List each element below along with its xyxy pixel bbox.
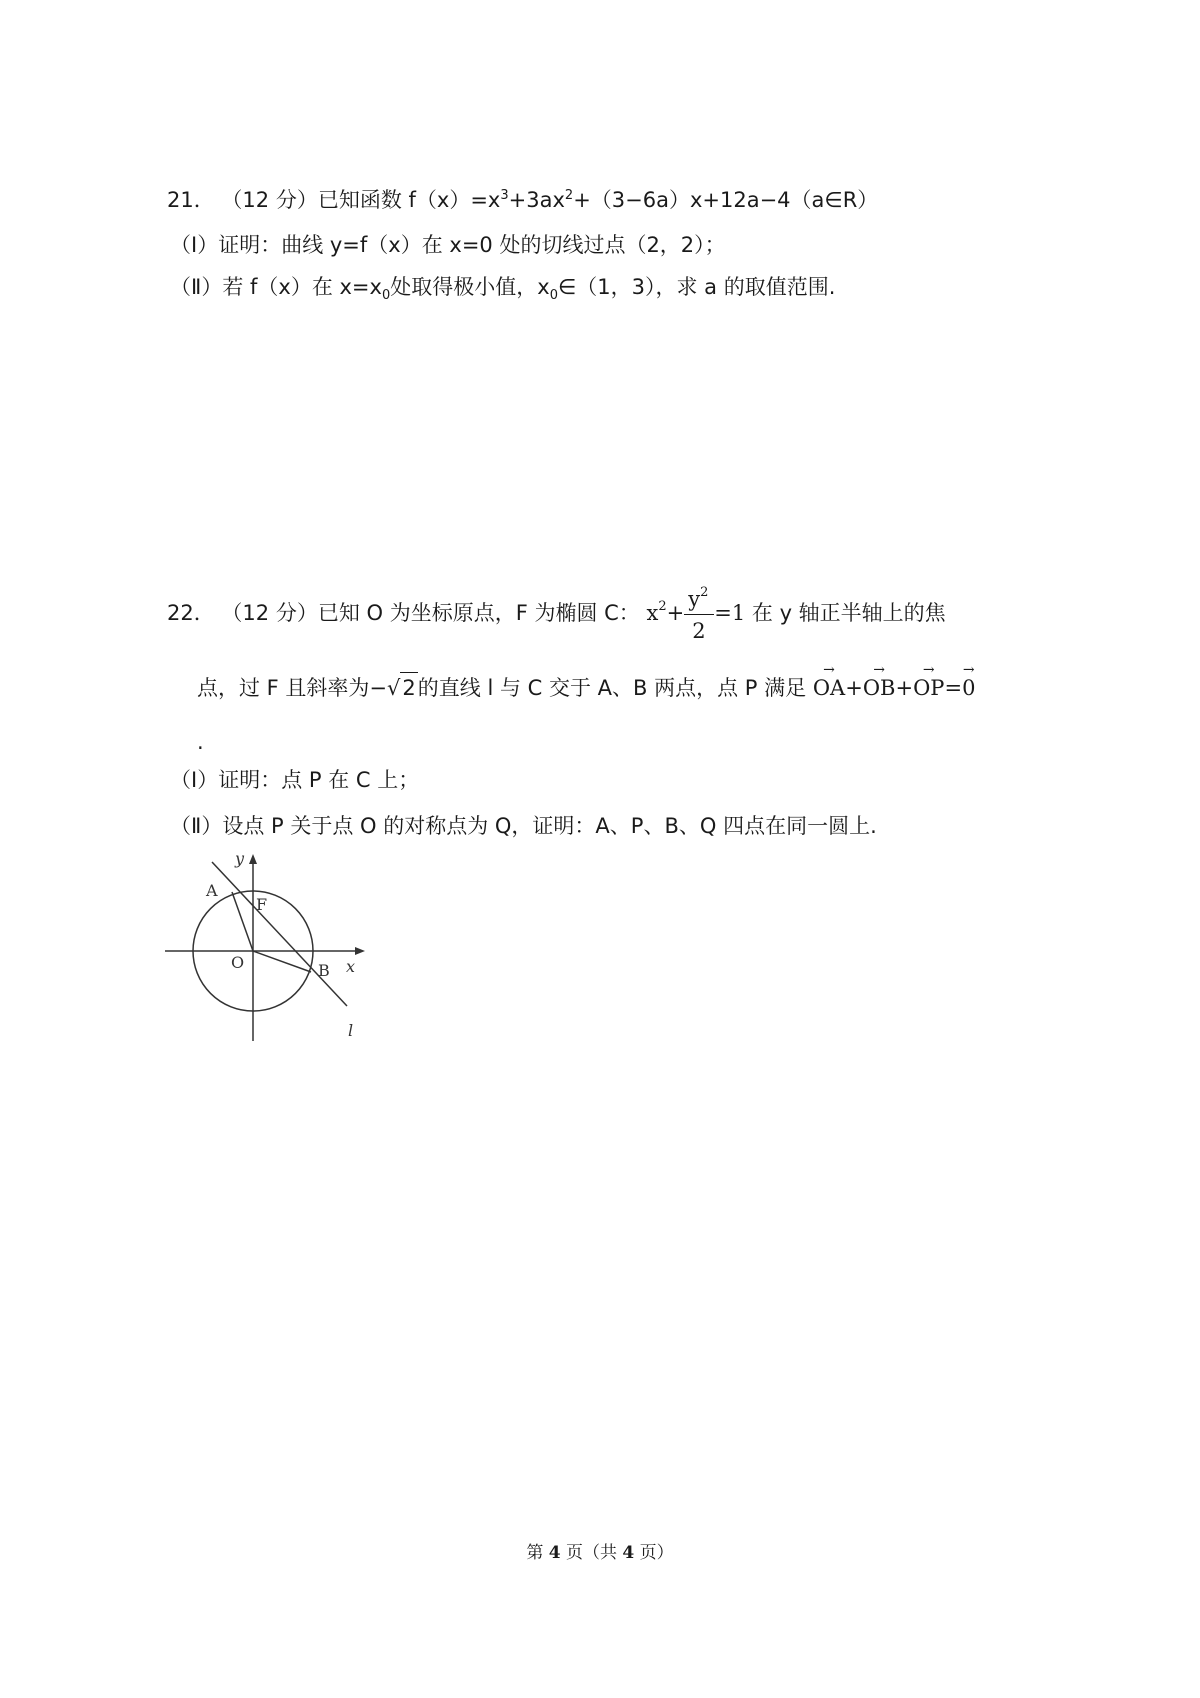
vec-op: → OP — [913, 673, 944, 703]
footer-page: 4 — [548, 1543, 561, 1563]
segment-oa — [232, 892, 253, 951]
q22-line2-b: 的直线 l 与 C 交于 A、B 两点，点 P 满足 — [417, 676, 807, 700]
line-l — [212, 862, 347, 1006]
eq-plus: + — [666, 601, 685, 625]
q21-part1: （Ⅰ）证明：曲线 y=f（x）在 x=0 处的切线过点（2，2）； — [170, 233, 726, 257]
q21-exp3: 3 — [500, 188, 509, 203]
footer-total: 4 — [622, 1543, 635, 1563]
footer-prefix: 第 — [526, 1543, 549, 1563]
label-y: y — [235, 849, 245, 868]
label-b: B — [318, 961, 330, 980]
vec-plus-2: + — [895, 676, 914, 700]
footer-suffix: 页） — [634, 1543, 674, 1563]
q22-line2-a: 点，过 F 且斜率为− — [197, 676, 388, 700]
q22-stem-a: 已知 O 为坐标原点，F 为椭圆 C： — [317, 601, 640, 625]
q21-stem — [167, 185, 878, 215]
eq-num-y: y — [688, 586, 701, 611]
y-axis-arrow — [249, 854, 257, 864]
q21-score: （12 分） — [221, 188, 318, 212]
vec-zero: → 0 — [962, 673, 975, 703]
eq-rhs: =1 — [714, 601, 746, 625]
q21-part2-mid: 处取得极小值，x — [390, 275, 550, 299]
q22-number: 22． — [167, 601, 215, 625]
x-axis-arrow — [355, 947, 365, 955]
q22-score: （12 分） — [221, 601, 318, 625]
eq-x: x — [646, 601, 659, 625]
eq-fraction — [684, 584, 714, 643]
page-footer — [0, 1538, 1200, 1563]
q22-part2: （Ⅱ）设点 P 关于点 O 的对称点为 Q，证明：A、P、B、Q 四点在同一圆上. — [170, 814, 877, 838]
q22-stem-b: 在 y 轴正半轴上的焦 — [751, 601, 946, 625]
label-o: O — [231, 953, 245, 972]
footer-mid: 页（共 — [560, 1543, 623, 1563]
vector-equation — [813, 676, 976, 700]
label-a: A — [206, 881, 218, 900]
ellipse-figure — [160, 848, 380, 1048]
q21-exp2: 2 — [564, 188, 574, 203]
q21-part2 — [170, 272, 835, 302]
vec-plus-1: + — [845, 676, 863, 700]
q21-stem-prefix: 已知函数 f（x）=x — [317, 188, 501, 212]
q21-number: 21． — [167, 188, 215, 212]
sqrt-value: 2 — [400, 672, 417, 703]
q22-part1: （Ⅰ）证明：点 P 在 C 上； — [170, 768, 420, 792]
q21-part2-suffix: ∈（1，3），求 a 的取值范围. — [557, 275, 836, 299]
eq-num-exp: 2 — [700, 584, 709, 600]
q21-stem-mid: +3ax — [508, 188, 565, 212]
vec-eq: = — [944, 676, 963, 700]
ellipse-equation — [646, 584, 752, 643]
eq-den: 2 — [692, 618, 706, 643]
vec-oa: → OA — [813, 673, 845, 703]
vec-ob: → OB — [863, 673, 896, 703]
label-f: F — [256, 895, 268, 914]
q21-sub0b: 0 — [549, 288, 558, 304]
eq-x-exp: 2 — [658, 599, 667, 614]
label-l: l — [348, 1021, 354, 1040]
q22-dot: . — [197, 730, 204, 754]
q21-sub0a: 0 — [381, 288, 391, 304]
sqrt-sign: √ — [387, 676, 401, 700]
q22-stem — [167, 584, 946, 643]
eq-num — [688, 584, 708, 614]
q22-line2 — [197, 672, 975, 703]
eq-fraction-bar — [684, 614, 714, 615]
q21-part2-prefix: （Ⅱ）若 f（x）在 x=x — [170, 275, 382, 299]
label-x: x — [346, 957, 356, 976]
q21-stem-suffix: +（3−6a）x+12a−4（a∈R） — [573, 188, 879, 212]
segment-ob — [253, 951, 311, 972]
